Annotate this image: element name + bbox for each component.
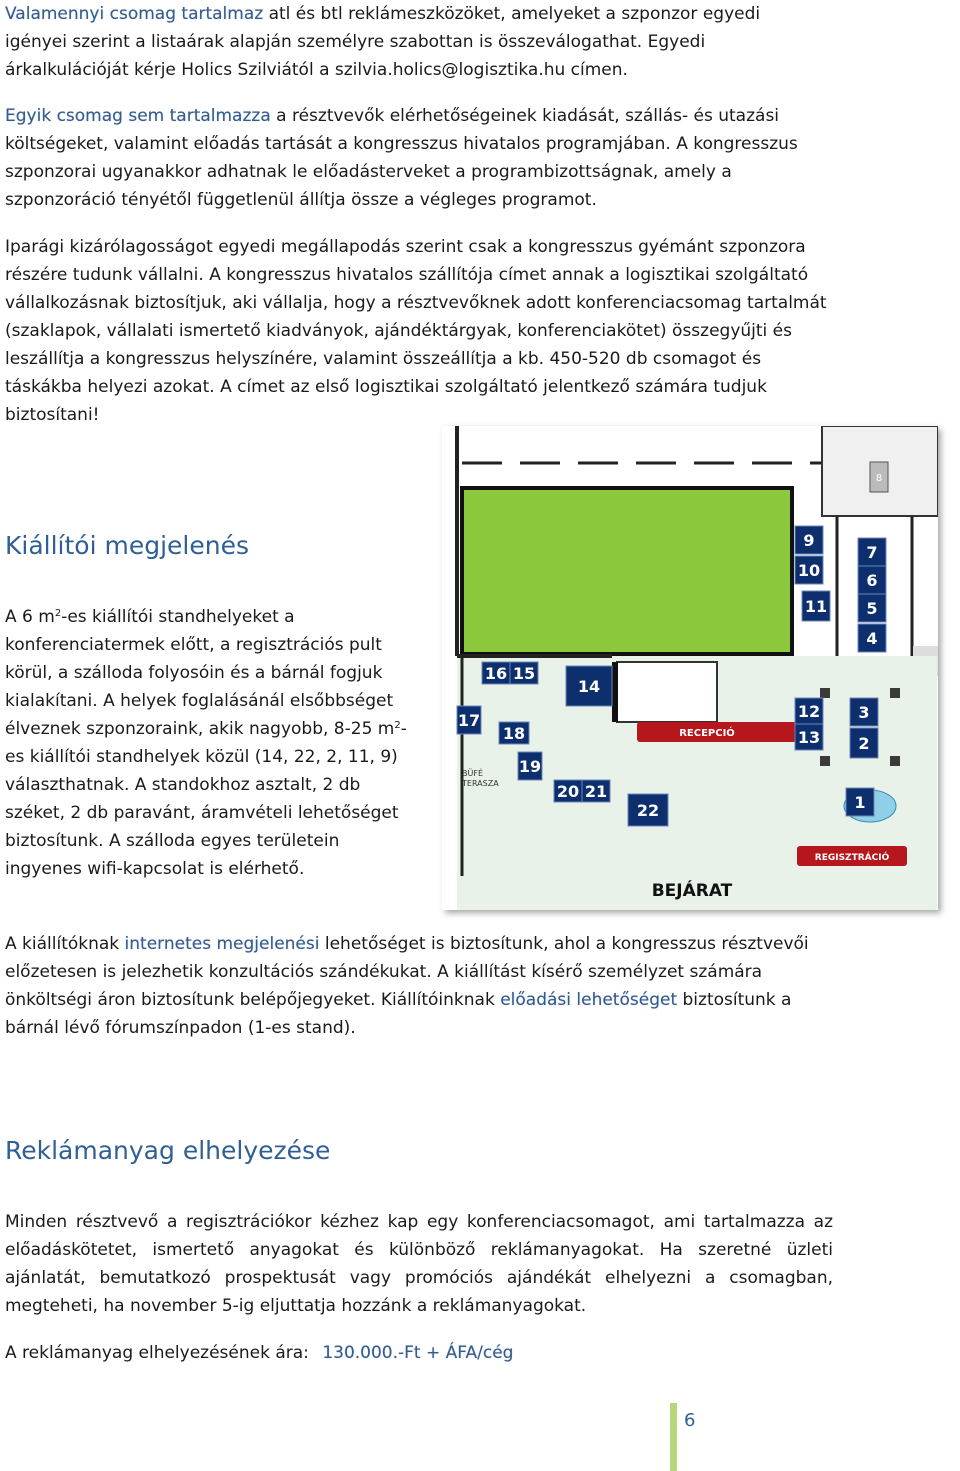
footer-accent-bar: [670, 1403, 677, 1471]
stand-10-label: 10: [797, 561, 821, 580]
stand-12-label: 12: [797, 702, 821, 721]
stand-20-label: 20: [556, 782, 580, 801]
stand-4-label: 4: [866, 629, 878, 648]
floorplan-svg: [442, 426, 938, 910]
stand-11-label: 11: [804, 597, 828, 616]
entrance-label: BEJÁRAT: [651, 881, 733, 901]
sup-square-2: 2: [394, 720, 401, 731]
stand-9-label: 9: [803, 531, 815, 550]
para4-text-1: A kiállítóknak: [5, 934, 125, 954]
paragraph-price: [5, 1339, 513, 1367]
highlight-presentation-opportunity: előadási lehetőséget: [500, 990, 678, 1010]
stand-3-label: 3: [858, 703, 870, 722]
heading-exhibition: Kiállítói megjelenés: [5, 531, 249, 560]
stand-16-label: 16: [484, 664, 508, 683]
price-label: A reklámanyag elhelyezésének ára:: [5, 1343, 315, 1363]
stand-6-label: 6: [866, 571, 878, 590]
exhibit-text-b: -es kiállítói standhelyeket a konferenciatermek előtt, a regisztrációs pult körül, a szálloda folyosóin és a bárnál fogjuk kialakítani. A helyek foglalásánál elsőbbséget élveznek szponzoraink, akik nagyobb, 8-25 m: [5, 607, 395, 739]
highlight-all-packages: Valamennyi csomag tartalmaz: [5, 4, 264, 24]
venue-floorplan: [442, 426, 938, 910]
stand-7-label: 7: [866, 543, 878, 562]
stand-5-label: 5: [866, 599, 878, 618]
paragraph-exclusivity: [5, 233, 840, 429]
page-number: 6: [684, 1410, 696, 1431]
intro-paragraph-packages: [5, 0, 805, 84]
para3-text: Iparági kizárólagosságot egyedi megállapodás szerint csak a kongresszus gyémánt szponzora részére tudunk vállalni. A kongresszus hivatalos szállítója címet annak a logisztikai szolgáltató vállalkozásnak biztosítjuk, aki vállalja, hogy a résztvevőknek adott konferenciacsomag tartalmát (szaklapok, vállalati ismertető kiadványok, ajándéktárgyak, konferenciakötet) összegyűjti és leszállítja a kongresszus helyszínére, valamint összeállítja a kb. 450-520 db csomagot és táskákba helyezi azokat. A címet az első logisztikai szolgáltató jelentkező számára tudjuk biztosítani!: [5, 237, 827, 425]
exhibit-text-c: -es kiállítói standhelyek közül (14, 22, 2, 11, 9) választhatnak. A standokhoz asztalt, 2 db széket, 2 db paravánt, áramvételi lehetőséget biztosítunk. A szálloda egyes területein ingyenes wifi-kapcsolat is elérhető.: [5, 719, 407, 879]
para4-text-2: lehetőséget is biztosítunk, ahol a kongresszus résztvevői előzetesen is jelezhetik konzultációs szándékukat. A kiállítást kísérő személyzet számára önköltségi áron biztosítunk belépőjegyeket. Kiállítóinknak: [5, 934, 809, 1010]
stand-13-label: 13: [797, 728, 821, 747]
para2-text: a résztvevők elérhetőségeinek kiadását, szállás- és utazási költségeket, valamint előadás tartását a kongresszus hivatalos programjában. A kongresszus szponzorai ugyanakkor adhatnak le előadásterveket a programbizottságnak, amely a szponzoráció tényétől függetlenül állítja össze a végleges programot.: [5, 106, 798, 210]
stand-18-label: 18: [502, 724, 526, 743]
paragraph-exhibition: [5, 603, 415, 883]
stand-14-label: 14: [577, 677, 601, 696]
terasza-label: TERASZA: [462, 779, 499, 788]
ads-text: Minden résztvevő a regisztrációkor kézhez kap egy konferenciacsomagot, ami tartalmazza az előadáskötetet, ismertető anyagokat és különböző reklámanyagokat. Ha szeretné üzleti ajánlatát, bemutatkozó prospektusát vagy promóciós ajándékát elhelyezni a csomagban, megteheti, ha november 5-ig eljuttatja hozzánk a reklámanyagokat.: [5, 1212, 833, 1316]
stand-2-label: 2: [858, 734, 870, 753]
stand-22-label: 22: [636, 801, 660, 820]
reception-label: RECEPCIÓ: [679, 728, 735, 739]
stand-1-label: 1: [854, 793, 866, 812]
stand-15-label: 15: [512, 664, 536, 683]
registration-label: REGISZTRÁCIÓ: [814, 853, 890, 863]
sup-square-1: 2: [54, 608, 62, 619]
heading-ads: Reklámanyag elhelyezése: [5, 1136, 331, 1165]
paragraph-exclusions: [5, 102, 840, 214]
highlight-no-package: Egyik csomag sem tartalmazza: [5, 106, 271, 126]
stand-19-label: 19: [518, 757, 542, 776]
bufe-label: BÜFÉ: [462, 769, 483, 778]
price-value: 130.000.-Ft + ÁFA/cég: [322, 1343, 514, 1363]
para1-text: atl és btl reklámeszközöket, amelyeket a szponzor egyedi igényei szerint a listaárak alapján személyre szabottan is összeválogathat. Egyedi árkalkulációját kérje Holics Szilviától a szilvia.holics@logisztika.hu címen.: [5, 4, 761, 80]
highlight-online-presence: internetes megjelenési: [124, 934, 320, 954]
paragraph-online-presence: [5, 930, 840, 1042]
stand-21-label: 21: [584, 782, 608, 801]
para4-text-3: biztosítunk a bárnál lévő fórumszínpadon (1-es stand).: [5, 990, 792, 1038]
stand-8-label: 8: [875, 473, 883, 484]
paragraph-ads: [5, 1208, 833, 1320]
stand-17-label: 17: [457, 711, 481, 730]
exhibit-text-a: A 6 m: [5, 607, 55, 627]
